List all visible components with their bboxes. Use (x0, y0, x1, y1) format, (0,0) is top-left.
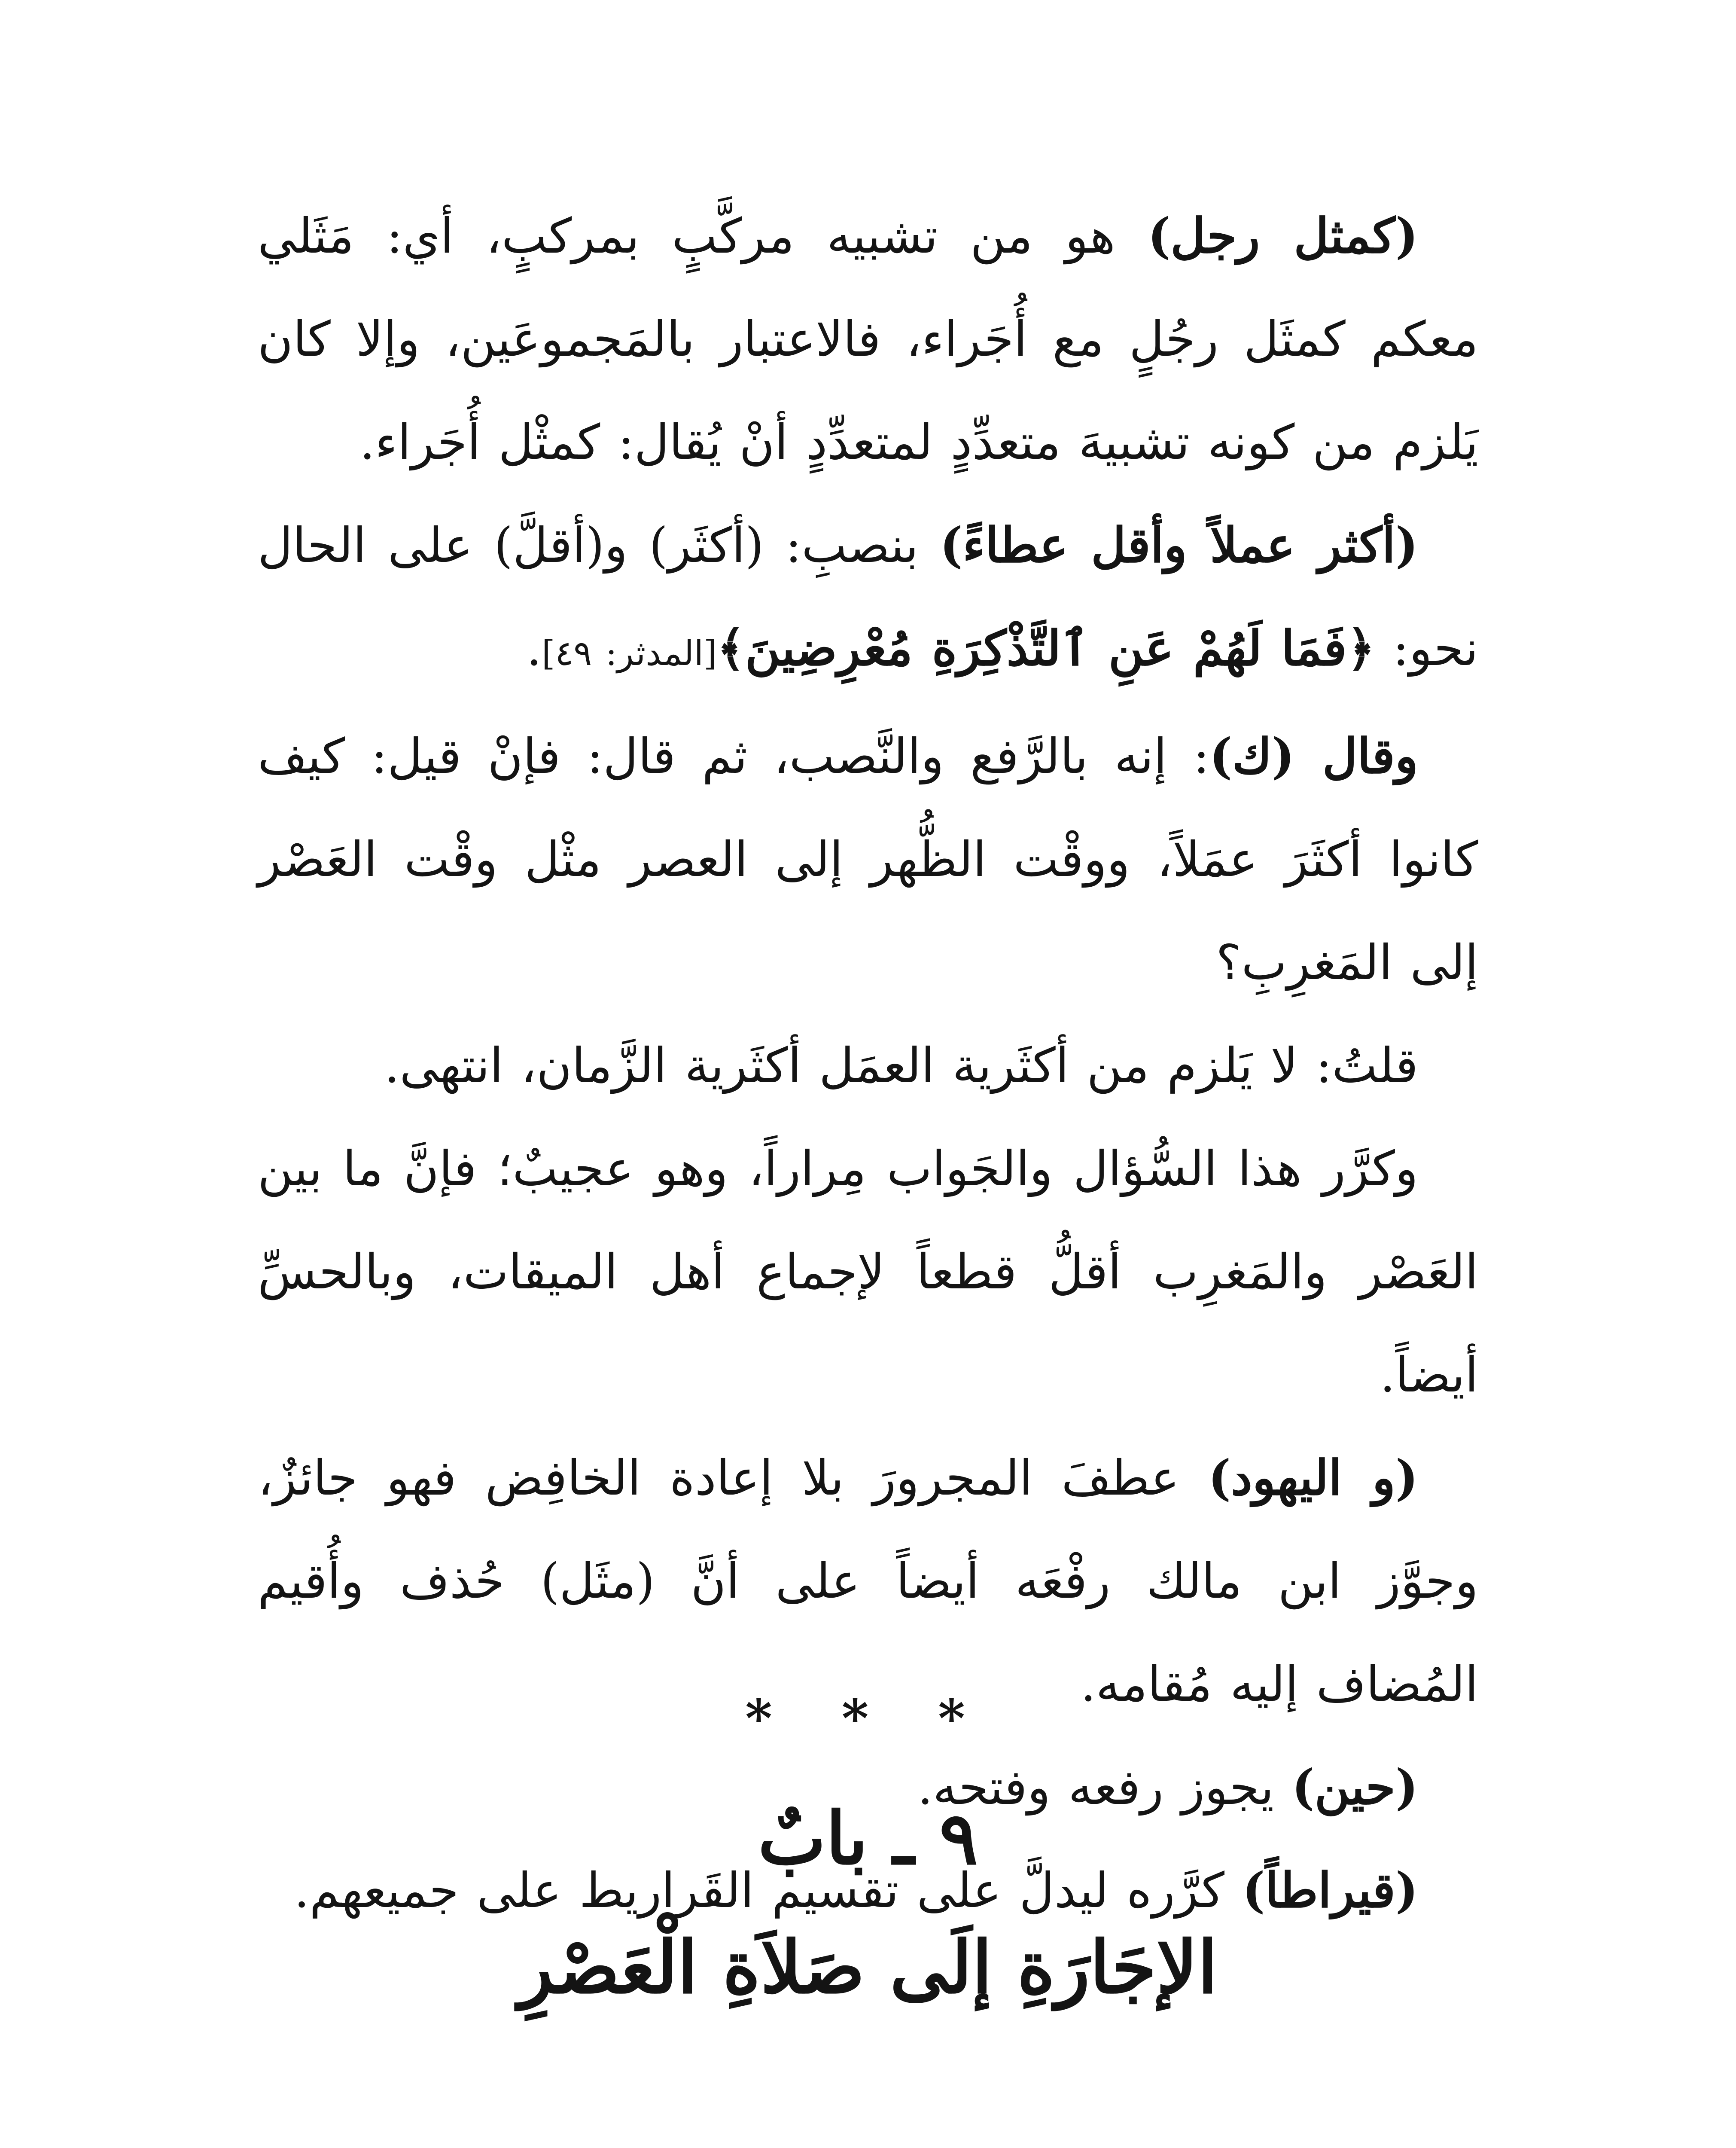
commentary-paragraph (258, 705, 1478, 1014)
commentary-text: : إنه بالرَّفع والنَّصب، ثم قال: فإنْ قيل: كيف كانوا أكثَرَ عمَلاً، ووقْت الظُّهر إلى العصر مثْل وقْت العَصْر إلى المَغرِبِ؟ (258, 729, 1478, 991)
section-separator: * * * (745, 1688, 991, 1749)
commentary-text: يجوز رفعه وفتحه. (917, 1760, 1292, 1815)
commentary-lemma: (و اليهود) (1208, 1450, 1418, 1506)
quran-verse: ﴿فَمَا لَهُمْ عَنِ ٱلتَّذْكِرَةِ مُعْرِضِينَ﴾ (717, 620, 1375, 677)
hadith-line (241, 2144, 1495, 2148)
commentary-text: . (526, 621, 542, 677)
commentary-paragraph (258, 494, 1478, 705)
chapter-title: الإجَارَةِ إلَى صَلاَةِ الْعَصْرِ (518, 1925, 1218, 2010)
commentary-section (258, 185, 1478, 1942)
hadith-section (241, 2144, 1495, 2148)
commentary-text: كرَّره ليدلَّ على تقسيم القَراريط على جميعهم. (294, 1863, 1243, 1919)
verse-reference: [المدثر: ٤٩] (542, 633, 717, 673)
commentary-paragraph (258, 1117, 1478, 1427)
commentary-text: بنصبِ: (أكثَر) و(أقلَّ) على الحال نحو: (258, 518, 1478, 677)
commentary-lemma: (حين) (1291, 1759, 1418, 1815)
commentary-text: قلتُ: لا يَلزم من أكثَرية العمَل أكثَرية الزَّمان، انتهى. (384, 1038, 1418, 1094)
commentary-lemma: (أكثر عملاً وأقل عطاءً) (940, 517, 1419, 574)
commentary-paragraph (258, 185, 1478, 494)
commentary-text: عطفَ المجرورَ بلا إعادة الخافِض فهو جائزٌ، وجوَّز ابن مالك رفْعَه أيضاً على أنَّ (مثَل) حُذف وأُقيم المُضاف إليه مُقامه. (258, 1450, 1478, 1712)
commentary-text: هو من تشبيه مركَّبٍ بمركبٍ، أي: مَثَلي معكم كمثَل رجُلٍ مع أُجَراء، فالاعتبار بالمَجموعَين، وإلا كان يَلزم من كونه تشبيهَ متعدِّدٍ لمتعدِّدٍ أنْ يُقال: كمثْل أُجَراء. (258, 208, 1478, 470)
commentary-lemma: (كمثل رجل) (1148, 208, 1419, 264)
chapter-number: ٩ ـ بابٌ (758, 1796, 978, 1881)
commentary-paragraph (258, 1014, 1478, 1117)
commentary-lemma: (قيراطاً) (1242, 1862, 1418, 1919)
commentary-lemma: وقال (ك) (1209, 728, 1419, 784)
commentary-text: وكرَّر هذا السُّؤال والجَواب مِراراً، وهو عجيبٌ؛ فإنَّ ما بين العَصْر والمَغرِب أقلُّ قطعاً لإجماع أهل الميقات، وبالحسِّ أيضاً. (258, 1141, 1478, 1403)
